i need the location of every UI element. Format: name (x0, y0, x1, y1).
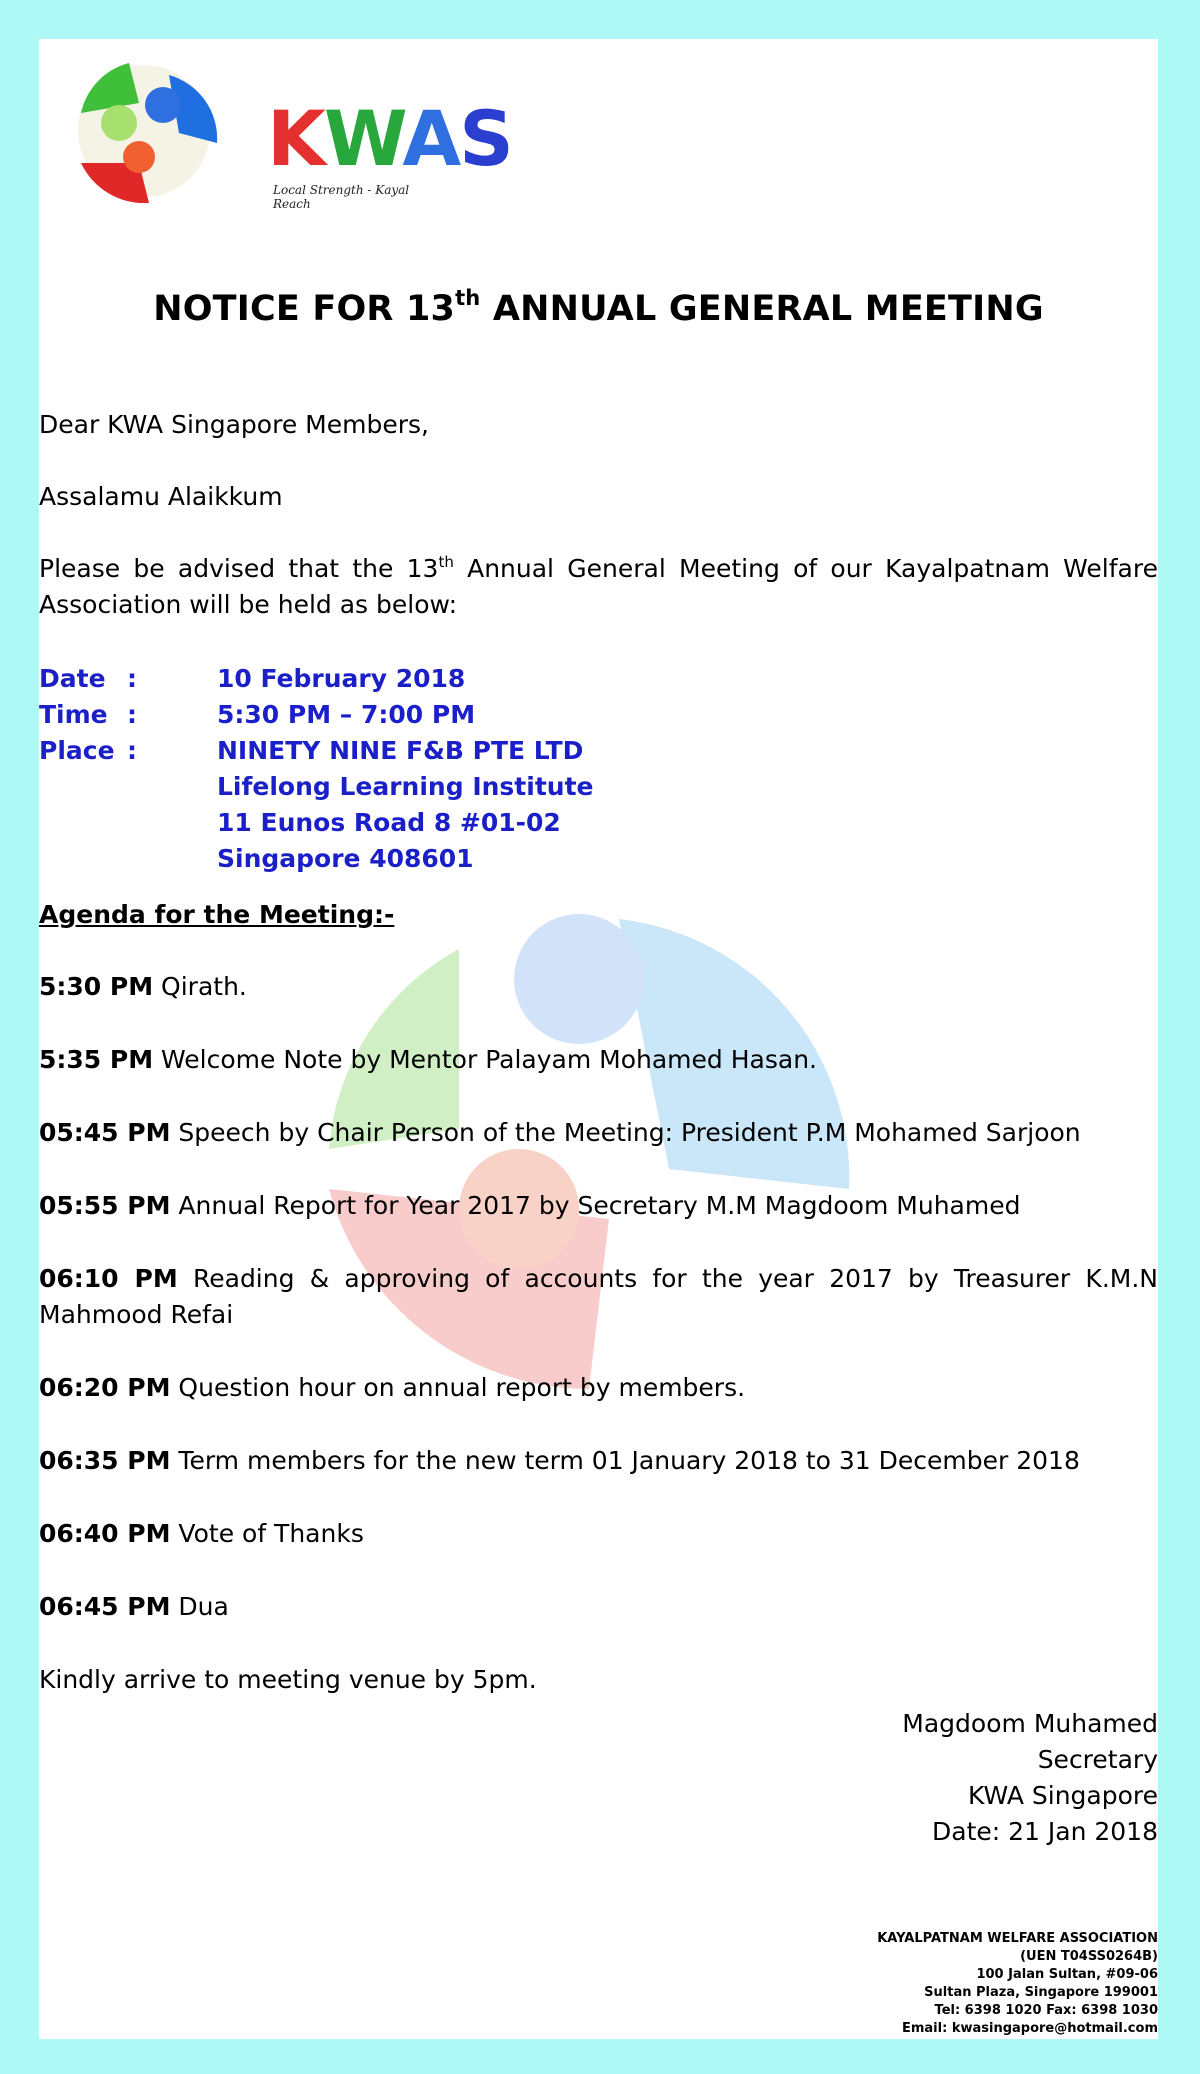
place-line: NINETY NINE F&B PTE LTD (217, 736, 584, 765)
association-footer (877, 1930, 1158, 2038)
footer-address-line: Sultan Plaza, Singapore 199001 (924, 1985, 1158, 2000)
place-row: Place : NINETY NINE F&B PTE LTD Lifelong Learning Institute 11 Eunos Road 8 #01-02 Singapore 408601 (39, 733, 593, 877)
salutation: Assalamu Alaikkum (39, 482, 283, 511)
closing-note: Kindly arrive to meeting venue by 5pm. (39, 1665, 537, 1694)
footer-email[interactable]: Email: kwasingapore@hotmail.com (901, 2021, 1158, 2036)
kwas-logo (69, 53, 512, 213)
footer-address-line: 100 Jalan Sultan, #09-06 (976, 1967, 1158, 1982)
agenda-item: 06:10 PM Reading & approving of accounts for the year 2017 by Treasurer K.M.N Mahmood Refai (39, 1264, 1158, 1329)
date-label: Date (39, 664, 106, 693)
place-line: 11 Eunos Road 8 #01-02 (217, 808, 561, 837)
agenda-item: 05:55 PM Annual Report for Year 2017 by Secretary M.M Magdoom Muhamed (39, 1191, 1021, 1220)
intro-paragraph: Please be advised that the 13th Annual General Meeting of our Kayalpatnam Welfare Association will be held as below: (39, 553, 1158, 619)
notice-date: Date: 21 Jan 2018 (932, 1817, 1158, 1846)
signatory-org: KWA Singapore (967, 1781, 1158, 1810)
kwas-wordmark: KWAS (267, 94, 512, 183)
meeting-details (39, 661, 593, 877)
kwas-logo-icon (69, 53, 219, 203)
agenda-item: 5:35 PM Welcome Note by Mentor Palayam Mohamed Hasan. (39, 1045, 817, 1074)
agenda-heading: Agenda for the Meeting:- (39, 900, 395, 929)
place-line: Singapore 408601 (217, 844, 474, 873)
agenda-item: 5:30 PM Qirath. (39, 972, 247, 1001)
agenda-item: 06:40 PM Vote of Thanks (39, 1519, 364, 1548)
agenda-item: 06:35 PM Term members for the new term 01 January 2018 to 31 December 2018 (39, 1446, 1080, 1475)
footer-uen: (UEN T04SS0264B) (1020, 1949, 1158, 1964)
time-label: Time (39, 700, 108, 729)
footer-phone: Tel: 6398 1020 Fax: 6398 1030 (934, 2003, 1158, 2018)
agenda-item: 05:45 PM Speech by Chair Person of the Meeting: President P.M Mohamed Sarjoon (39, 1118, 1081, 1147)
time-value: 5:30 PM – 7:00 PM (217, 700, 476, 729)
agenda-item: 06:20 PM Question hour on annual report by members. (39, 1373, 746, 1402)
agenda-item: 06:45 PM Dua (39, 1592, 229, 1621)
place-line: Lifelong Learning Institute (217, 772, 594, 801)
place-label: Place (39, 736, 115, 765)
signatory-name: Magdoom Muhamed (902, 1709, 1158, 1738)
date-row: Date : 10 February 2018 (39, 661, 593, 697)
notice-title: NOTICE FOR 13th ANNUAL GENERAL MEETING (153, 286, 1044, 329)
notice-page (39, 39, 1158, 2039)
greeting: Dear KWA Singapore Members, (39, 410, 429, 439)
date-value: 10 February 2018 (217, 664, 466, 693)
logo-tagline: Local Strength - Kayal Reach (273, 183, 410, 211)
footer-org-name: KAYALPATNAM WELFARE ASSOCIATION (877, 1931, 1158, 1946)
signoff-block (902, 1706, 1158, 1850)
time-row: Time : 5:30 PM – 7:00 PM (39, 697, 593, 733)
signatory-role: Secretary (1037, 1745, 1158, 1774)
